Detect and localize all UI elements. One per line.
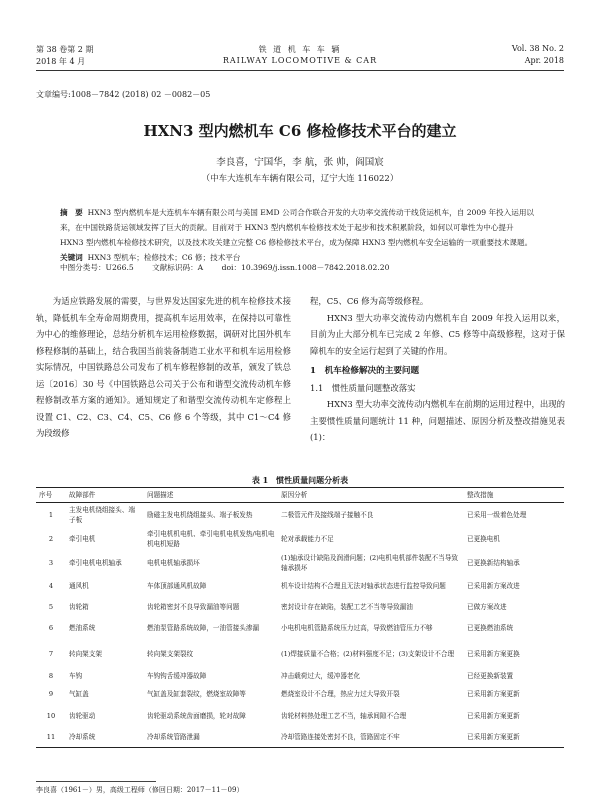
table-row bbox=[36, 597, 564, 617]
table-cell: 已更换新结构轴承 bbox=[467, 559, 520, 567]
table-cell: 已做方案改进 bbox=[467, 603, 507, 611]
table-row bbox=[36, 527, 564, 551]
article-number: 文章编号:1008－7842 (2018) 02 －0082－05 bbox=[36, 90, 211, 99]
table-cell: 4 bbox=[48, 582, 54, 590]
abstract bbox=[60, 205, 538, 265]
abstract-text: HXN3 型内燃机车是大连机车车辆有限公司与美国 EMD 公司合作联合开发的大功率交流传动干线货运机车，自 2009 年投入运用以来，在中国铁路货运领域发挥了巨大的贡献。目前对于 HXN3 型内燃机车检修技术处于起步和技术积累阶段，如何以可靠性为中心提升 HXN3 型内燃机车检修技术研究，以及技术攻关建立完整 C6 修检修技术平台，成为保障 HXN3 型内燃机车安全运输的一项重要技术课题。 bbox=[60, 208, 535, 247]
col-header-cause: 原因分析 bbox=[278, 488, 464, 503]
table-cell: 已采用新方案更新 bbox=[467, 712, 520, 720]
table-cell: 6 bbox=[48, 624, 54, 632]
table-row bbox=[36, 551, 564, 575]
table-cell: 已采用新方案更新 bbox=[464, 727, 564, 747]
table-cell: 车体顶部通风机故障 bbox=[147, 582, 207, 590]
table-cell: 10 bbox=[46, 712, 56, 720]
table-cell: 2 bbox=[48, 535, 54, 543]
document-code: 文献标识码：A bbox=[152, 263, 204, 272]
table-cell: 齿轮材料热处理工艺不当，轴承间隙不合理 bbox=[281, 712, 407, 720]
table-caption: 表 1 惯性质量问题分析表 bbox=[251, 475, 349, 485]
table-row bbox=[36, 617, 564, 639]
right-column bbox=[310, 293, 565, 446]
table-cell: 齿轮箱 bbox=[69, 603, 89, 611]
table-cell: (1)焊接质量不合格；(2)材料强度不足；(3)支架设计不合理 bbox=[281, 650, 455, 658]
table-row bbox=[36, 639, 564, 669]
paper-title: HXN3 型内燃机车 C6 修检修技术平台的建立 bbox=[143, 122, 457, 140]
authors: 李良喜，宁国华，李 航，张 帅，阎国宸 bbox=[216, 157, 384, 168]
table-row bbox=[36, 575, 564, 597]
table-cell: (1)轴承设计缺陷及润滑问题；(2)电机电机部件装配不当导致轴承损坏 bbox=[281, 554, 458, 572]
table-cell: 牵引电机机电机、牵引电机电机发热/电机电机电机短路 bbox=[147, 530, 275, 548]
table-cell: 牵引电机 bbox=[69, 535, 96, 543]
table-cell: 小电机电机管路系统压力过高，导致燃油管压力不够 bbox=[281, 624, 433, 632]
table-cell: 励磁主发电机绕组接头、端子板发热 bbox=[147, 511, 253, 519]
table-cell: 5 bbox=[48, 603, 54, 611]
col-header-part: 故障部件 bbox=[66, 488, 144, 503]
affiliation: （中车大连机车车辆有限公司，辽宁大连 116022） bbox=[201, 174, 399, 184]
col-header-measure: 整改措施 bbox=[464, 488, 564, 503]
table-cell: 齿轮驱动系统齿面磨损，轮对故障 bbox=[147, 712, 246, 720]
table-cell: 已采用新方案更换 bbox=[467, 650, 520, 658]
table-header-row bbox=[36, 488, 564, 503]
table-cell: 通风机 bbox=[69, 582, 89, 590]
table-cell: 气缸盖 bbox=[69, 690, 89, 698]
table-cell: 转向架支架 bbox=[69, 650, 102, 658]
table-cell: 9 bbox=[48, 690, 54, 698]
table-cell: 已采用新方案更新 bbox=[467, 690, 520, 698]
table-cell: 8 bbox=[48, 672, 54, 680]
table-cell: 牵引电机电机轴承 bbox=[69, 559, 122, 567]
table-cell: 已采用一级着色处理 bbox=[467, 511, 527, 519]
hxn3-paragraph: HXN3 型大功率交流传动内燃机车自 2009 年投入运用以来，目前为止大部分机车已完成 2 年修、C5 修等中高级修程，这对于保障机车的安全运行起到了关键的作用。 bbox=[310, 312, 565, 356]
table-cell: 主发电机绕组接头、端子板 bbox=[69, 506, 135, 524]
quality-paragraph: HXN3 型大功率交流传动内燃机车在前期的运用过程中，出现的主要惯性质量问题统计 11 种，问题描述、原因分析及整改措施见表(1)： bbox=[310, 399, 565, 442]
footnote-rule bbox=[36, 781, 156, 782]
table-cell: 燃烧室设计不合理，热应力过大导致开裂 bbox=[281, 690, 400, 698]
col-header-description: 问题描述 bbox=[144, 488, 278, 503]
intro-continued: 程，C5、C6 修为高等级修程。 bbox=[310, 296, 429, 306]
classification-meta bbox=[60, 260, 538, 276]
table-row bbox=[36, 683, 564, 705]
table-cell: 已经更换新装置 bbox=[467, 672, 514, 680]
table-cell: 已采用新方案改进 bbox=[467, 582, 520, 590]
table-cell: 1 bbox=[48, 511, 54, 519]
table-cell: 气缸盖及缸套裂纹，燃烧室故障等 bbox=[147, 690, 246, 698]
table-cell: 3 bbox=[48, 559, 54, 567]
table-cell: 齿轮箱密封不良导致漏油等问题 bbox=[147, 603, 240, 611]
table-cell: 齿轮驱动 bbox=[69, 712, 96, 720]
quality-issues-table bbox=[36, 487, 564, 748]
footnote: 李良喜（1961－）男，高级工程师（修回日期：2017－11－09） bbox=[36, 786, 244, 794]
table-cell: 冲击载荷过大，缓冲器老化 bbox=[281, 672, 361, 680]
table-row bbox=[36, 669, 564, 683]
table-cell: 电机电机轴承损坏 bbox=[147, 559, 200, 567]
table-cell: 冷却管路连接处密封不良，管路固定不牢 bbox=[278, 727, 464, 747]
journal-name-cn: 铁 道 机 车 车 辆 bbox=[258, 45, 342, 54]
table-cell: 冷却系统管路泄漏 bbox=[144, 727, 278, 747]
table-cell: 密封设计存在缺陷，装配工艺不当等导致漏油 bbox=[281, 603, 413, 611]
table-row bbox=[36, 503, 564, 528]
table-cell: 二极管元件及接线端子接触不良 bbox=[281, 511, 374, 519]
issue-date: 2018 年 4 月 bbox=[36, 57, 86, 66]
table-cell: 车钩钩舌缓冲器故障 bbox=[147, 672, 207, 680]
issue-date-en: Apr. 2018 bbox=[524, 56, 564, 65]
table-cell: 燃油泵管路系统故障，一油管接头渗漏 bbox=[147, 624, 260, 632]
volume-issue-en: Vol. 38 No. 2 bbox=[511, 44, 564, 53]
keywords-label: 关键词 bbox=[60, 253, 83, 262]
col-header-index: 序号 bbox=[36, 488, 66, 503]
table-row bbox=[36, 705, 564, 727]
table-cell: 轮对承载能力不足 bbox=[281, 535, 334, 543]
doi: doi：10.3969/j.issn.1008－7842.2018.02.20 bbox=[221, 263, 390, 272]
table-cell: 11 bbox=[36, 727, 66, 747]
abstract-label: 摘 要 bbox=[60, 208, 83, 217]
table-cell: 车钩 bbox=[69, 672, 83, 680]
subsection-heading-1-1: 1.1 惯性质量问题整改落实 bbox=[310, 382, 416, 393]
journal-name-en: RAILWAY LOCOMOTIVE & CAR bbox=[222, 56, 378, 65]
table-cell: 机车设计结构不合理且无法对轴承状态进行监控导致问题 bbox=[281, 582, 446, 590]
table-cell: 冷却系统 bbox=[66, 727, 144, 747]
table-cell: 燃油系统 bbox=[69, 624, 96, 632]
header-rule bbox=[36, 70, 564, 71]
table-cell: 已更换燃油系统 bbox=[467, 624, 514, 632]
left-column bbox=[36, 293, 291, 442]
table-cell: 7 bbox=[48, 650, 54, 658]
clc-number: 中图分类号：U266.5 bbox=[60, 263, 134, 272]
table-row bbox=[36, 727, 564, 747]
keywords: HXN3 型机车；检修技术；C6 修；技术平台 bbox=[87, 253, 241, 262]
section-heading-1: 1 机车检修解决的主要问题 bbox=[310, 366, 420, 376]
intro-paragraph: 为适应铁路发展的需要，与世界发达国家先进的机车检修技术接轨，降低机车全寿命周期费用，提高机车运用效率，在保持以可靠性为中心的维修理论，总结分析机车运用检修数据，调研对比国外机车修程修制的基础上，结合我国当前装备制造工业水平和机车运用检修实际情况，中国铁路总公司发布了机车修程修制的改革，颁发了铁总运〔2016〕30 号《中国铁路总公司关于公布和谐型交流传动机车修程修制改革方案的通知》。通知规定了和谐型交流传动机车定修程上设置 C1、C2、C3、C4、C5、C6 修 6 个等级，其中 C1～C4 修为段级修 bbox=[36, 296, 291, 438]
table-cell: 已更换电机 bbox=[467, 535, 500, 543]
volume-issue: 第 38 卷第 2 期 bbox=[36, 45, 94, 54]
table-cell: 转向架支架裂纹 bbox=[147, 650, 194, 658]
